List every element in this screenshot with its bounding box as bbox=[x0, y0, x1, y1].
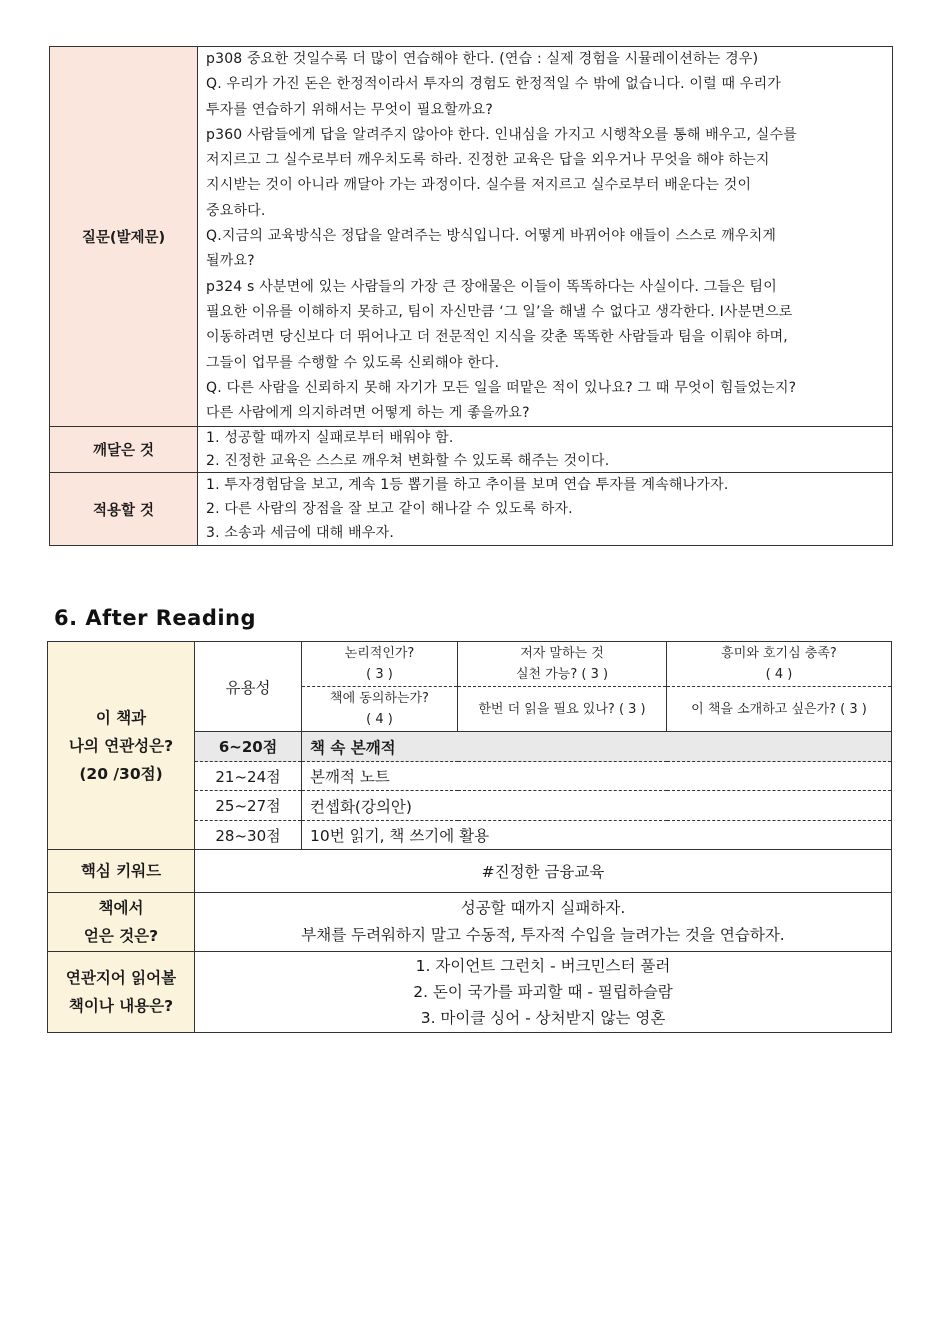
apply-label: 적용할 것 bbox=[50, 473, 198, 546]
question-line: p308 중요한 것일수록 더 많이 연습해야 한다. (연습 : 실제 경험을 시뮬레이션하는 경우) bbox=[206, 51, 759, 67]
question-content bbox=[198, 47, 893, 427]
reflection-table bbox=[49, 46, 893, 546]
criterion-recommend: 이 책을 소개하고 싶은가? ( 3 ) bbox=[667, 687, 892, 732]
related-label bbox=[48, 952, 195, 1033]
question-line: 중요하다. bbox=[206, 202, 266, 219]
apply-line: 1. 투자경험담을 보고, 계속 1등 뽑기를 하고 추이를 보며 연습 투자를 계속해나가자. bbox=[206, 477, 729, 494]
criterion-question-score bbox=[459, 664, 665, 685]
score-description: 컨셉화(강의안) bbox=[302, 791, 892, 821]
realized-label: 깨달은 것 bbox=[50, 427, 198, 473]
apply-line: 3. 소송과 세금에 대해 배우자. bbox=[206, 525, 394, 542]
related-label-line: 연관지어 읽어볼 bbox=[65, 969, 177, 987]
gained-line: 부채를 두려워하지 말고 수동적, 투자적 수입을 늘려가는 것을 연습하자. bbox=[301, 926, 785, 944]
keyword-label: 핵심 키워드 bbox=[48, 850, 195, 893]
criterion-question: 흥미와 호기심 충족? bbox=[721, 646, 837, 661]
question-line: 지시받는 것이 아니라 깨달아 가는 과정이다. 실수를 저지르고 실수로부터 배운다는 것이 bbox=[206, 177, 752, 194]
score-description: 본깨적 노트 bbox=[302, 762, 892, 791]
criterion-interest bbox=[667, 642, 892, 687]
score-range: 21~24점 bbox=[195, 762, 302, 791]
relevance-label-line: (20 /30점) bbox=[79, 764, 163, 783]
related-content bbox=[195, 952, 892, 1033]
criterion-logical bbox=[302, 642, 458, 687]
criterion-reread: 한번 더 읽을 필요 있나? ( 3 ) bbox=[458, 687, 667, 732]
relevance-label bbox=[48, 642, 195, 850]
criterion-score: ( 3 ) bbox=[366, 667, 393, 682]
related-line: 3. 마이클 싱어 - 상처받지 않는 영혼 bbox=[420, 1009, 666, 1027]
apply-line: 2. 다른 사람의 장점을 잘 보고 같이 해나갈 수 있도록 하자. bbox=[206, 501, 573, 518]
criterion-question: 실천 가능? bbox=[515, 667, 578, 682]
gained-label-line: 책에서 bbox=[98, 899, 144, 917]
criterion-question: 책에 동의하는가? bbox=[330, 691, 429, 706]
score-description: 10번 읽기, 책 쓰기에 활용 bbox=[302, 821, 892, 850]
realized-line: 1. 성공할 때까지 실패로부터 배워야 함. bbox=[206, 430, 454, 447]
criterion-question: 저자 말하는 것 bbox=[520, 646, 604, 661]
question-line: Q.지금의 교육방식은 정답을 알려주는 방식입니다. 어떻게 바뀌어야 애들이 스스로 깨우치게 bbox=[206, 228, 777, 245]
criterion-question: 논리적인가? bbox=[344, 646, 415, 661]
question-line: 필요한 이유를 이해하지 못하고, 팀이 자신만큼 ‘그 일’을 해낼 수 없다고 생각한다. I사분면으로 bbox=[206, 303, 793, 320]
gained-line: 성공할 때까지 실패하자. bbox=[460, 899, 626, 917]
realized-line: 2. 진정한 교육은 스스로 깨우쳐 변화할 수 있도록 해주는 것이다. bbox=[206, 452, 610, 469]
gained-label bbox=[48, 893, 195, 952]
criterion-score: ( 4 ) bbox=[765, 667, 793, 682]
question-line: 이동하려면 당신보다 더 뛰어나고 더 전문적인 지식을 갖춘 똑똑한 사람들과 팀을 이뤄야 하며, bbox=[206, 329, 788, 346]
question-line: Q. 우리가 가진 돈은 한정적이라서 투자의 경험도 한정적일 수 밖에 없습니다. 이럴 때 우리가 bbox=[206, 76, 782, 93]
question-line: 다른 사람에게 의지하려면 어떻게 하는 게 좋을까요? bbox=[206, 405, 530, 422]
gained-label-line: 얻은 것은? bbox=[83, 927, 159, 945]
after-reading-table bbox=[47, 641, 892, 1033]
criterion-practical bbox=[458, 642, 667, 687]
related-line: 2. 돈이 국가를 파괴할 때 - 필립하슬람 bbox=[413, 983, 673, 1001]
score-range: 6~20점 bbox=[195, 732, 302, 762]
realized-content bbox=[198, 427, 893, 473]
related-line: 1. 자이언트 그런치 - 버크민스터 풀러 bbox=[415, 957, 671, 975]
question-line: 될까요? bbox=[206, 253, 255, 270]
score-range: 28~30점 bbox=[195, 821, 302, 850]
relevance-label-line: 나의 연관성은? bbox=[68, 736, 174, 755]
question-line: 그들이 업무를 수행할 수 있도록 신뢰해야 한다. bbox=[206, 354, 500, 371]
keyword-value: #진정한 금융교육 bbox=[195, 850, 892, 893]
question-label: 질문(발제문) bbox=[50, 47, 198, 427]
related-label-line: 책이나 내용은? bbox=[68, 997, 174, 1015]
criterion-agree bbox=[302, 687, 458, 732]
question-line: p360 사람들에게 답을 알려주지 않아야 한다. 인내심을 가지고 시행착오를 통해 배우고, 실수를 bbox=[206, 126, 797, 143]
question-line: Q. 다른 사람을 신뢰하지 못해 자기가 모든 일을 떠맡은 적이 있나요? 그 때 무엇이 힘들었는지? bbox=[206, 379, 797, 396]
relevance-label-line: 이 책과 bbox=[95, 708, 147, 727]
question-line: 저지르고 그 실수로부터 깨우치도록 하라. 진정한 교육은 답을 외우거나 무엇을 해야 하는지 bbox=[206, 152, 770, 169]
criterion-score: ( 4 ) bbox=[366, 712, 393, 727]
usefulness-label: 유용성 bbox=[195, 642, 302, 732]
question-line: 투자를 연습하기 위해서는 무엇이 필요할까요? bbox=[206, 101, 493, 118]
score-range: 25~27점 bbox=[195, 791, 302, 821]
section-heading: 6. After Reading bbox=[54, 606, 257, 630]
criterion-score: ( 3 ) bbox=[581, 667, 609, 682]
gained-content bbox=[195, 893, 892, 952]
question-line: p324 s 사분면에 있는 사람들의 가장 큰 장애물은 이들이 똑똑하다는 사실이다. 그들은 팀이 bbox=[206, 278, 777, 295]
apply-content bbox=[198, 473, 893, 546]
score-description: 책 속 본깨적 bbox=[302, 732, 892, 762]
